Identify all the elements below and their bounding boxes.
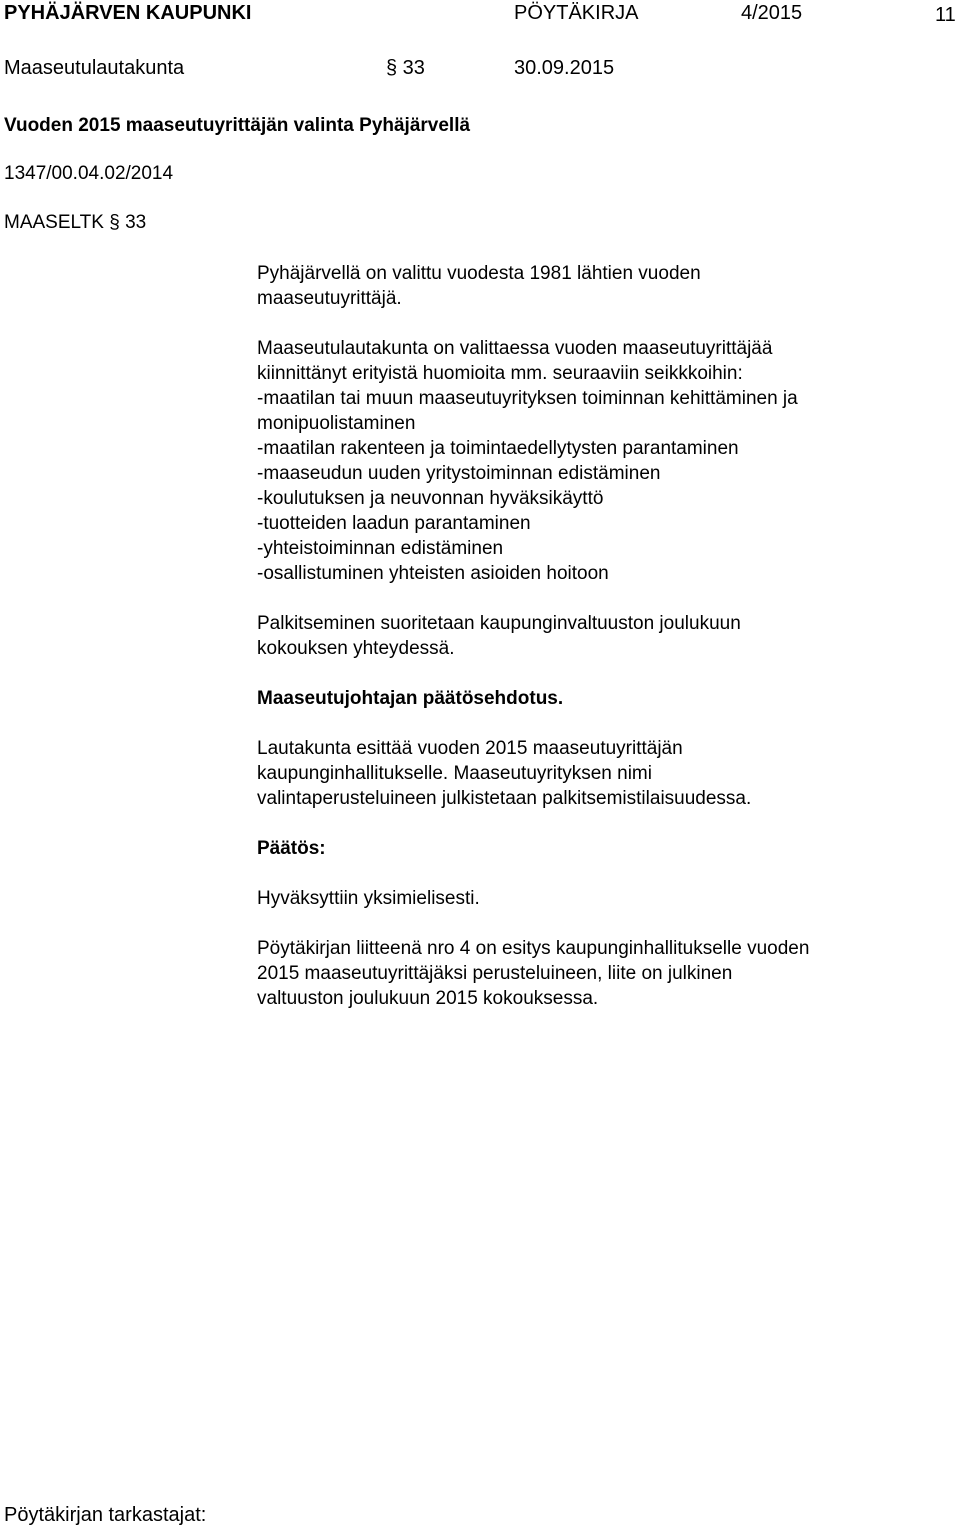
intro-line: Pyhäjärvellä on valittu vuodesta 1981 lähtien vuoden (257, 263, 701, 284)
committee-name: Maaseutulautakunta (4, 57, 185, 79)
award-line: kokouksen yhteydessä. (257, 638, 455, 659)
proposal-line: kaupunginhallitukselle. Maaseutuyrityksen nimi (257, 763, 652, 784)
document-number: 4/2015 (741, 2, 803, 24)
appendix-line: Pöytäkirjan liitteenä nro 4 on esitys kaupunginhallitukselle vuoden (257, 938, 810, 959)
criteria-line: -maaseudun uuden yritystoiminnan edistäminen (257, 463, 661, 484)
criteria-line: monipuolistaminen (257, 413, 416, 434)
criteria-paragraph (257, 336, 947, 586)
appendix-line: 2015 maaseutuyrittäjäksi perusteluineen, liite on julkinen (257, 963, 733, 984)
award-line: Palkitseminen suoritetaan kaupunginvaltuuston joulukuun (257, 613, 741, 634)
organization-name: PYHÄJÄRVEN KAUPUNKI (4, 2, 252, 24)
criteria-line: -koulutuksen ja neuvonnan hyväksikäyttö (257, 488, 604, 509)
criteria-line: -osallistuminen yhteisten asioiden hoitoon (257, 563, 609, 584)
intro-paragraph (257, 261, 947, 311)
criteria-line: -yhteistoiminnan edistäminen (257, 538, 504, 559)
criteria-line: -maatilan tai muun maaseutuyrityksen toiminnan kehittäminen ja (257, 388, 798, 409)
intro-line: maaseutuyrittäjä. (257, 288, 402, 309)
criteria-line: kiinnittänyt erityistä huomioita mm. seuraaviin seikkkoihin: (257, 363, 743, 384)
criteria-line: Maaseutulautakunta on valittaessa vuoden maaseutuyrittäjää (257, 338, 773, 359)
decision-heading: Päätös: (257, 838, 326, 859)
proposal-line: valintaperusteluineen julkistetaan palkitsemistilaisuudessa. (257, 788, 752, 809)
meeting-date: 30.09.2015 (514, 57, 615, 79)
proposal-paragraph (257, 736, 947, 811)
document-type: PÖYTÄKIRJA (514, 2, 639, 24)
reviewers-label: Pöytäkirjan tarkastajat: (4, 1504, 207, 1526)
proposal-heading: Maaseutujohtajan päätösehdotus. (257, 688, 564, 709)
award-paragraph (257, 611, 947, 661)
page-number: 11 (935, 4, 956, 26)
item-title: Vuoden 2015 maaseutuyrittäjän valinta Pyhäjärvellä (4, 115, 471, 136)
record-number: 1347/00.04.02/2014 (4, 163, 174, 184)
proposal-line: Lautakunta esittää vuoden 2015 maaseutuyrittäjän (257, 738, 683, 759)
section-reference: MAASELTK § 33 (4, 212, 147, 233)
decision-text: Hyväksyttiin yksimielisesti. (257, 888, 480, 909)
section-number: § 33 (386, 57, 425, 79)
item-body (257, 261, 947, 1011)
appendix-paragraph (257, 936, 947, 1011)
appendix-line: valtuuston joulukuun 2015 kokouksessa. (257, 988, 599, 1009)
criteria-line: -maatilan rakenteen ja toimintaedellytysten parantaminen (257, 438, 739, 459)
criteria-line: -tuotteiden laadun parantaminen (257, 513, 531, 534)
